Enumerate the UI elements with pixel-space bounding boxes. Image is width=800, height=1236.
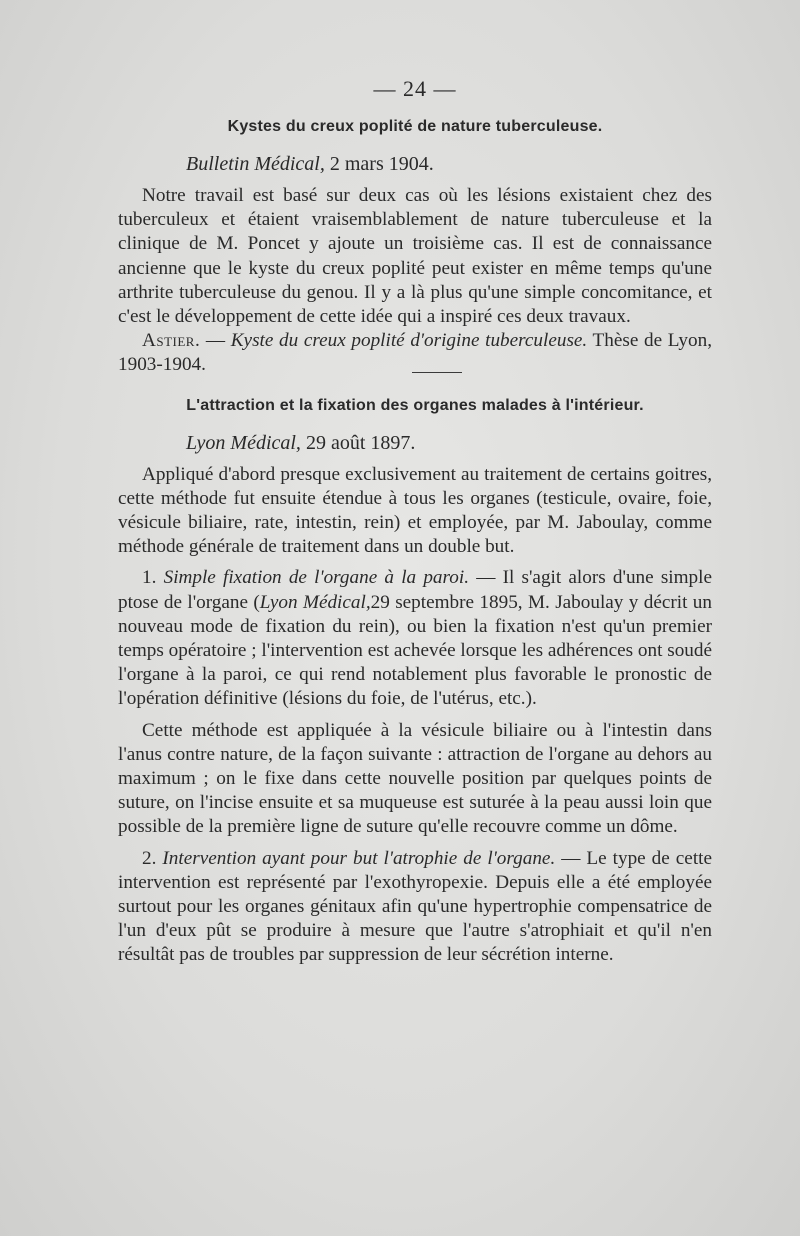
astier-author: Astier. <box>142 330 201 352</box>
source-citation-bulletin <box>186 152 712 176</box>
source-journal: Lyon Médical, <box>186 431 301 454</box>
page-number: — 24 — <box>373 76 457 101</box>
source-journal: Bulletin Médical, <box>186 153 325 175</box>
paragraph-methode: Appliqué d'abord presque exclusivement au traitement de certains goitres, cette méthode fut ensuite étendue à tous les organes (testicule, ovaire, foie, vésicule biliaire, rate, intestin, rein) et employée, par M. Jaboulay, comme méthode générale de traitement dans un double but. <box>118 463 712 558</box>
astier-reference <box>118 329 712 377</box>
item-journal: Lyon Médical, <box>259 591 371 613</box>
paragraph-application: Cette méthode est appliquée à la vésicule biliaire ou à l'intestin dans l'anus contre nature, de la façon suivante : attraction de l'organe au dehors au maximum ; on le fixe dans cette nouvelle position par quelques points de suture, on l'incise ensuite et sa muqueuse est suturée à la peau aussi loin que possible de la première ligne de suture qu'elle recouvre comme un dôme. <box>118 719 712 838</box>
source-date: 29 août 1897. <box>300 431 416 454</box>
source-citation-lyon <box>186 431 712 455</box>
section-heading-attraction: L'attraction et la fixation des organes malades à l'intérieur. <box>186 396 644 414</box>
source-date: 2 mars 1904. <box>324 153 434 175</box>
item-number: 1. <box>142 567 164 589</box>
astier-title: Kyste du creux poplité d'origine tuberculeuse. <box>230 330 588 352</box>
astier-dash: — <box>200 330 231 352</box>
astier-thesis: Thèse de Lyon, 1903-1904. <box>118 330 712 376</box>
item-text: 29 septembre 1895, M. Jaboulay y décrit un nouveau mode de fixation du rein), ou bien la fixation n'est qu'un premier temps opératoire ; l'intervention est achevée lorsque les adhérences ont soudé l'organe à la paroi, ce qui rend notablement plus favorable le pronostic de l'opération définitive (lésions du foie, de l'utérus, etc.). <box>118 591 712 710</box>
item-atrophie <box>118 847 712 968</box>
paragraph-kystes: Notre travail est basé sur deux cas où les lésions existaient chez des tuberculeux et étaient vraisemblablement de nature tuberculeuse et la clinique de M. Poncet y ajoute un troisième cas. Il est de connaissance ancienne que le kyste du creux poplité peut exister en même temps qu'une arthrite tuberculeuse du genou. Il y a là plus qu'une simple concomitance, et c'est le développement de cette idée qui a inspiré ces deux travaux. <box>118 185 712 328</box>
section-divider <box>412 372 462 373</box>
item-title: Simple fixation de l'organe à la paroi. <box>163 567 469 589</box>
text-column <box>118 78 712 968</box>
section-heading-kystes: Kystes du creux poplité de nature tuberculeuse. <box>227 118 603 135</box>
item-simple-fixation <box>118 566 712 711</box>
item-text: — Il s'agit alors d'une simple ptose de l'organe ( <box>118 567 713 613</box>
item-number: 2. <box>142 847 163 869</box>
item-title: Intervention ayant pour but l'atrophie de l'organe. <box>162 847 556 869</box>
item-text: — Le type de cette intervention est représenté par l'exothyropexie. Depuis elle a été employée surtout pour les organes génitaux afin qu'une hypertrophie compensatrice de l'un d'eux pût se produire à mesure que l'autre s'atrophiait et qu'il n'en résultât pas de troubles par suppression de leur sécrétion interne. <box>118 847 712 966</box>
